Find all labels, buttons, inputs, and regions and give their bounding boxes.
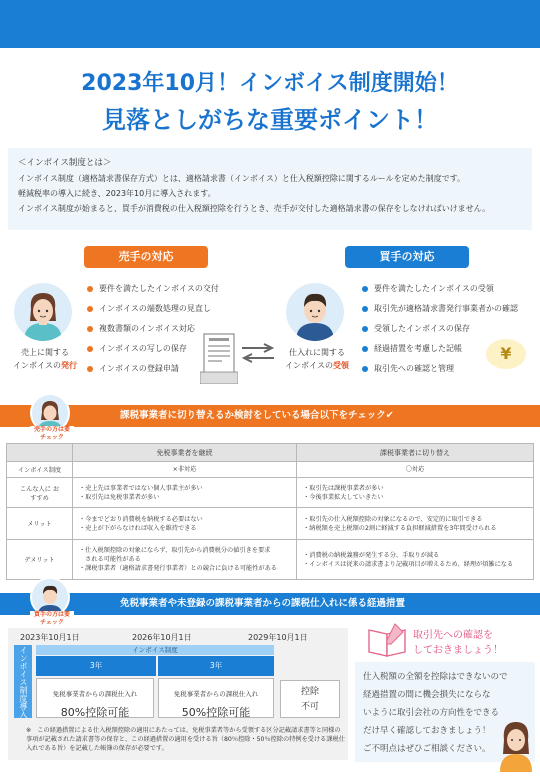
cell-line: ・売上先は事業者ではない個人事業主が多い xyxy=(79,484,203,492)
seller-avatar-icon xyxy=(14,283,72,341)
table-cell xyxy=(297,478,534,508)
deduction-50-value: 50%控除可能 xyxy=(181,706,251,719)
buyer-caption-line1: 仕入れに関する xyxy=(289,348,345,357)
advice-heading-line2: しておきましょう！ xyxy=(413,645,503,656)
year-2029: 2029年10月1日 xyxy=(248,633,308,642)
list-item: 受領したインボイスの保存 xyxy=(362,319,518,339)
deduction-80-box xyxy=(36,678,154,718)
year-2023: 2023年10月1日 xyxy=(20,633,80,642)
deduction-50-label: 免税事業者からの課税仕入れ xyxy=(173,690,259,698)
cell-line: ・今後事業拡大していきたい xyxy=(303,493,384,501)
row-heading: インボイス制度 xyxy=(7,462,73,478)
table-row xyxy=(7,462,534,478)
table-header-taxable: 課税事業者に切り替え xyxy=(297,444,534,462)
invoice-start-label: インボイス制度導入 xyxy=(14,645,32,718)
info-line: インボイス制度（適格請求書保存方式）とは、適格請求書（インボイス）と仕入税額控除に関するルールを定めた制度です。 xyxy=(18,174,466,183)
list-item: インボイスの登録申請 xyxy=(87,359,219,379)
cell-line: ・今までどおり消費税を納税する必要はない xyxy=(79,515,203,523)
no-deduction-box xyxy=(280,680,340,718)
table-cell: 〇対応 xyxy=(297,462,534,478)
cell-line: ・課税事業者（適格請求書発行事業者）との競合に負ける可能性がある xyxy=(79,565,277,572)
seller-check-tag: 売手の方は要チェック xyxy=(30,426,74,442)
buyer-caption-line2: インボイスの xyxy=(285,361,333,370)
seller-caption-line2: インボイスの xyxy=(13,361,61,370)
period-arrow-1: 3年 xyxy=(36,656,156,676)
top-banner xyxy=(0,0,540,48)
table-header-tax-exempt: 免税事業者を継続 xyxy=(73,444,297,462)
timeline-footnote: ※ この経過措置による仕入税額控除の適用にあたっては、免税事業者等から受領する区分記載請求書等と同様の事項が記載された請求書等の保存と、この経過措置の適用を受ける旨（80％控除・50％控除の特例を受ける課税仕入れである旨）を記載した帳簿の保存が必要です。 xyxy=(26,727,345,752)
cell-line: ・インボイスは従来の請求書より記載項目が増えるため、経理が煩雑になる xyxy=(303,560,514,568)
cell-line: ・取引先の仕入税額控除の対象になるので、安定的に取引できる xyxy=(303,515,483,523)
yen-coin-icon: ¥ xyxy=(486,339,526,369)
invoice-period-bar: インボイス制度 xyxy=(36,645,274,655)
no-deduction-line1: 控除 xyxy=(300,687,319,697)
advice-line: いように取引会社の方向性をできる xyxy=(363,708,500,718)
row-heading: メリット xyxy=(7,508,73,540)
seller-caption-highlight: 発行 xyxy=(60,361,77,370)
seller-check-banner: 課税事業者に切り替えるか検討をしている場合以下をチェック✔ xyxy=(0,405,540,427)
buyer-label: 買手の対応 xyxy=(345,246,469,268)
info-heading: ＜インボイス制度とは＞ xyxy=(18,158,112,168)
advice-line: 経過措置の間に機会損失にならな xyxy=(363,690,491,700)
seller-label: 売手の対応 xyxy=(84,246,208,268)
list-item: 要件を満たしたインボイスの交付 xyxy=(87,279,219,299)
table-cell xyxy=(73,540,297,580)
table-row xyxy=(7,540,534,580)
list-item: 要件を満たしたインボイスの受領 xyxy=(362,279,518,299)
list-item: 取引先が適格請求書発行事業者かの確認 xyxy=(362,299,518,319)
buyer-check-tag: 買手の方は要チェック xyxy=(30,611,74,627)
cell-line: ・取引先は課税事業者が多い xyxy=(303,484,384,492)
exchange-arrows-icon xyxy=(240,342,276,364)
cell-line: ・売上が下がらなければ収入を維持できる xyxy=(79,524,197,532)
table-row xyxy=(7,508,534,540)
row-heading: こんな人に おすすめ xyxy=(7,478,73,508)
table-corner xyxy=(7,444,73,462)
book-pencil-icon xyxy=(365,622,411,658)
seller-caption xyxy=(2,346,88,372)
list-item: インボイスの端数処理の見直し xyxy=(87,299,219,319)
advice-line: ご不明点はぜひご相談ください。 xyxy=(363,744,491,754)
buyer-caption xyxy=(272,346,362,372)
buyer-check-banner: 免税事業者や未登録の課税事業者からの課税仕入れに係る経過措置 xyxy=(0,593,540,615)
buyer-caption-highlight: 受領 xyxy=(332,361,349,370)
advice-heading xyxy=(413,628,533,658)
cell-line: ・納税額を売上税額の2割に軽減する負担軽減措置を3年間受けられる xyxy=(303,524,497,532)
seller-caption-line1: 売上に関する xyxy=(21,348,69,357)
period-arrow-2: 3年 xyxy=(158,656,274,676)
list-item: 経過措置を考慮した記帳 xyxy=(362,339,518,359)
cell-line: ・仕入税額控除の対象にならず、取引先から消費税分の値引きを要求 xyxy=(79,547,271,554)
list-item: 複数書類のインボイス対応 xyxy=(87,319,219,339)
no-deduction-line2: 不可 xyxy=(300,702,319,712)
list-item: インボイスの写しの保存 xyxy=(87,339,219,359)
comparison-table xyxy=(6,443,534,580)
advice-heading-line1: 取引先への確認を xyxy=(413,630,493,641)
table-cell xyxy=(73,508,297,540)
advisor-woman-icon xyxy=(496,714,536,772)
row-heading: デメリット xyxy=(7,540,73,580)
table-cell xyxy=(297,540,534,580)
advice-line: 仕入税額の全額を控除はできないので xyxy=(363,672,508,682)
page-title-line1: 2023年10月！インボイス制度開始！ xyxy=(81,71,459,96)
list-item: 取引先への確認と管理 xyxy=(362,359,518,379)
buyer-avatar-icon xyxy=(286,283,344,341)
year-2026: 2026年10月1日 xyxy=(132,633,192,642)
cell-line: ・取引先は免税事業者が多い xyxy=(79,493,160,501)
table-cell: ×非対応 xyxy=(73,462,297,478)
table-cell xyxy=(297,508,534,540)
advice-line: だけ早く確認しておきましょう！ xyxy=(363,726,491,736)
invoice-document-icon xyxy=(200,332,238,384)
info-line: インボイス制度が始まると、買手が消費税の仕入税額控除を行うとき、売手が交付した適格請求書の保存をしなければいけません。 xyxy=(18,204,491,213)
info-line: 軽減税率の導入に続き、2023年10月に導入されます。 xyxy=(18,189,216,198)
deduction-80-label: 免税事業者からの課税仕入れ xyxy=(52,690,138,698)
table-cell xyxy=(73,478,297,508)
deduction-80-value: 80%控除可能 xyxy=(60,706,130,719)
cell-line: される可能性がある xyxy=(79,556,141,563)
deduction-50-box xyxy=(158,678,274,718)
table-row xyxy=(7,478,534,508)
cell-line: ・消費税の納税義務が発生する分、手取りが減る xyxy=(303,551,440,559)
invoice-definition-box xyxy=(8,148,532,230)
page-title-line2: 見落としがちな重要ポイント！ xyxy=(102,106,438,134)
